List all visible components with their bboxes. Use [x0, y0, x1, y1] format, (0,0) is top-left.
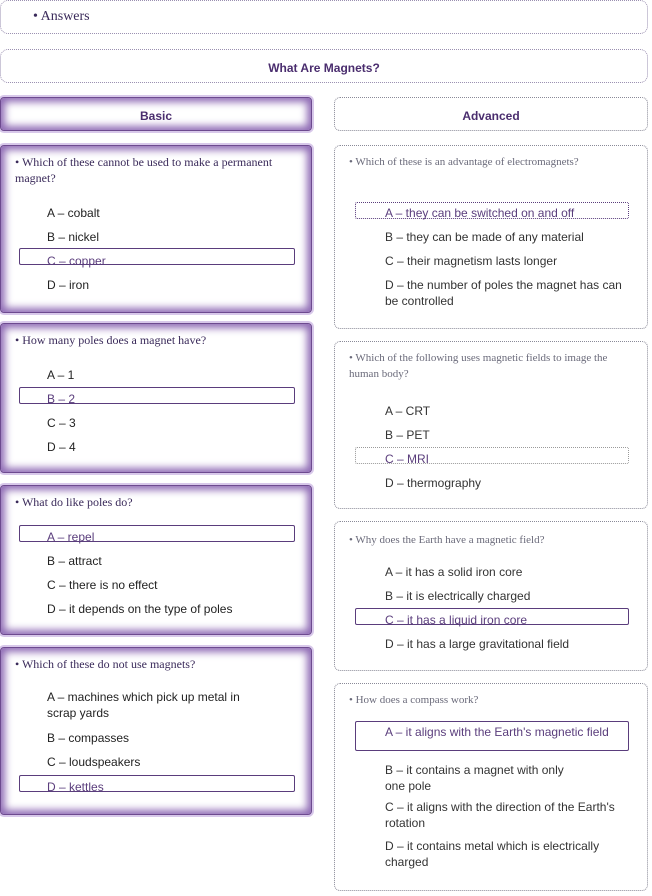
option[interactable]: A – cobalt [47, 206, 100, 220]
tab-advanced-label: Advanced [462, 109, 520, 123]
option-correct[interactable]: C – it has a liquid iron core [385, 613, 528, 627]
option-correct[interactable]: A – it aligns with the Earth's magnetic field [385, 725, 609, 739]
option-correct[interactable]: B – 2 [47, 392, 76, 406]
option[interactable]: B – it is electrically charged [385, 589, 531, 603]
question-text: • Which of these is an advantage of electromagnets? [349, 156, 579, 168]
option[interactable]: C – there is no effect [47, 578, 158, 592]
option[interactable]: D – it contains metal which is electrically charged [385, 839, 600, 869]
basic-question-card-3 [0, 485, 312, 635]
basic-question-card-2 [0, 323, 312, 473]
option-correct[interactable]: C – copper [47, 254, 106, 268]
basic-question-card-4 [0, 647, 312, 815]
question-text: • How many poles does a magnet have? [15, 333, 207, 347]
advanced-question-card-4 [334, 683, 648, 891]
tab-basic[interactable] [0, 97, 312, 131]
option[interactable]: D – it has a large gravitational field [385, 637, 570, 651]
option-correct[interactable]: C – MRI [385, 452, 430, 466]
option[interactable]: D – iron [47, 278, 90, 292]
question-text: • How does a compass work? [349, 694, 479, 706]
option[interactable]: A – 1 [47, 368, 75, 382]
answers-label: • Answers [33, 9, 90, 24]
tab-advanced[interactable] [334, 97, 648, 131]
question-text: • Which of the following uses magnetic fields to image the human body? [349, 352, 608, 380]
option[interactable]: D – thermography [385, 476, 482, 490]
option[interactable]: B – PET [385, 428, 430, 442]
question-text: • Why does the Earth have a magnetic field? [349, 534, 545, 546]
option[interactable]: C – their magnetism lasts longer [385, 254, 558, 268]
option-correct[interactable]: A – repel [47, 530, 95, 544]
option[interactable]: B – it contains a magnet with only one pole [385, 763, 564, 793]
option[interactable]: B – nickel [47, 230, 100, 244]
advanced-question-card-3 [334, 521, 648, 671]
option[interactable]: C – loudspeakers [47, 755, 141, 769]
advanced-question-card-2 [334, 341, 648, 509]
option-correct[interactable]: A – they can be switched on and off [385, 206, 575, 220]
option[interactable]: A – machines which pick up metal in scrap yards [47, 690, 240, 720]
basic-question-card-1 [0, 145, 312, 313]
answers-header[interactable] [0, 0, 648, 34]
option[interactable]: D – 4 [47, 440, 76, 454]
option[interactable]: C – it aligns with the direction of the Earth's rotation [385, 800, 615, 830]
option[interactable]: D – the number of poles the magnet has can be controlled [385, 278, 622, 308]
option[interactable]: B – compasses [47, 731, 130, 745]
option[interactable]: B – attract [47, 554, 102, 568]
option[interactable]: B – they can be made of any material [385, 230, 584, 244]
option[interactable]: A – CRT [385, 404, 431, 418]
advanced-question-card-1 [334, 145, 648, 329]
question-text: • What do like poles do? [15, 495, 133, 509]
title-bar [0, 49, 648, 83]
option-correct[interactable]: D – kettles [47, 780, 104, 794]
option[interactable]: C – 3 [47, 416, 76, 430]
option[interactable]: D – it depends on the type of poles [47, 602, 233, 616]
tab-basic-label: Basic [139, 109, 173, 123]
page-title: What Are Magnets? [268, 61, 380, 75]
question-text: • Which of these cannot be used to make a permanent magnet? [15, 155, 273, 185]
question-text: • Which of these do not use magnets? [15, 657, 196, 671]
option[interactable]: A – it has a solid iron core [385, 565, 523, 579]
